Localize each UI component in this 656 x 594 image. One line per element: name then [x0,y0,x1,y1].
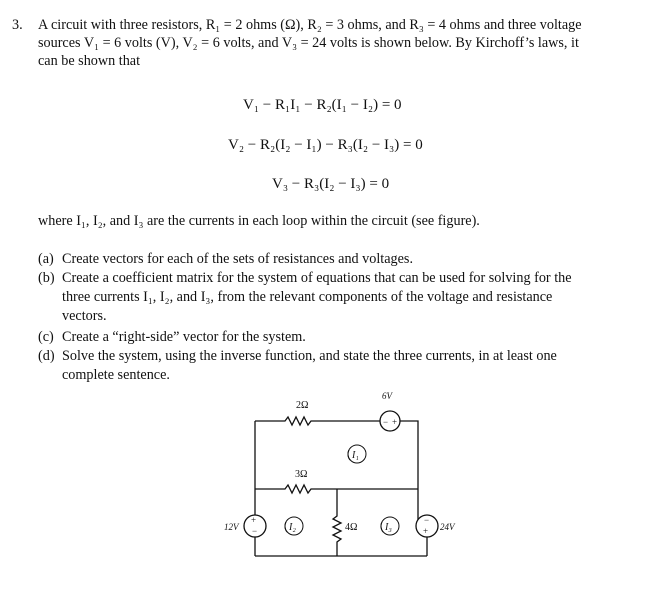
equation-2: V₂ − R₂(I₂ − I₁) − R₃(I₂ − I₃) = 0 [228,137,423,153]
part-d-line-2: complete sentence. [62,367,170,383]
part-b [38,269,572,287]
part-label: (b) [38,270,55,286]
i2-label: I₂ [289,522,296,533]
part-text: Solve the system, using the inverse function, and state the three currents, in at least one [62,348,557,364]
source-right-plus: + [423,526,429,536]
wire-center [333,489,341,556]
source-left-minus: − [252,526,258,536]
source-top-plus: + [392,417,398,427]
part-label: (c) [38,329,54,345]
i1-label: I₁ [352,450,359,461]
equation-1: V₁ − R₁I₁ − R₂(I₁ − I₂) = 0 [243,97,402,113]
problem-intro [38,16,638,70]
part-text: Create a “right-side” vector for the system. [62,329,306,345]
intro-line: A circuit with three resistors, R₁ = 2 ohms (Ω), R₂ = 3 ohms, and R₃ = 4 ohms and three voltage [38,17,582,33]
i3-label: I₃ [385,522,392,533]
r3-label: 4Ω [345,522,358,533]
part-c [38,328,306,346]
r1-label: 2Ω [296,400,309,411]
part-b-line-3: vectors. [62,308,107,324]
part-b-line-2: three currents I₁, I₂, and I₃, from the relevant components of the voltage and resistance [62,289,553,305]
intro-line: can be shown that [38,53,141,69]
source-top-minus: − [383,417,389,427]
v-top-label: 6V [382,391,392,401]
part-label: (a) [38,251,54,267]
v-right-label: 24V [440,522,455,532]
source-left-plus: + [251,515,257,525]
wire-top-right [399,421,418,526]
part-text: Create a coefficient matrix for the system of equations that can be used for solving for the [62,270,572,286]
wire-top [255,417,381,425]
v-left-label: 12V [224,522,239,532]
problem-number: 3. [12,17,23,33]
intro-line: sources V₁ = 6 volts (V), V₂ = 6 volts, and V₃ = 24 volts is shown below. By Kirchoff’s laws, it [38,35,579,51]
part-a [38,250,413,268]
r2-label: 3Ω [295,469,308,480]
circuit-diagram [0,380,656,594]
where-text: where I₁, I₂, and I₃ are the currents in each loop within the circuit (see figure). [38,213,480,229]
equation-3: V₃ − R₃(I₂ − I₃) = 0 [272,176,390,192]
part-d [38,347,557,365]
part-text: Create vectors for each of the sets of resistances and voltages. [62,251,414,267]
source-right-minus: − [424,515,430,525]
part-label: (d) [38,348,55,364]
